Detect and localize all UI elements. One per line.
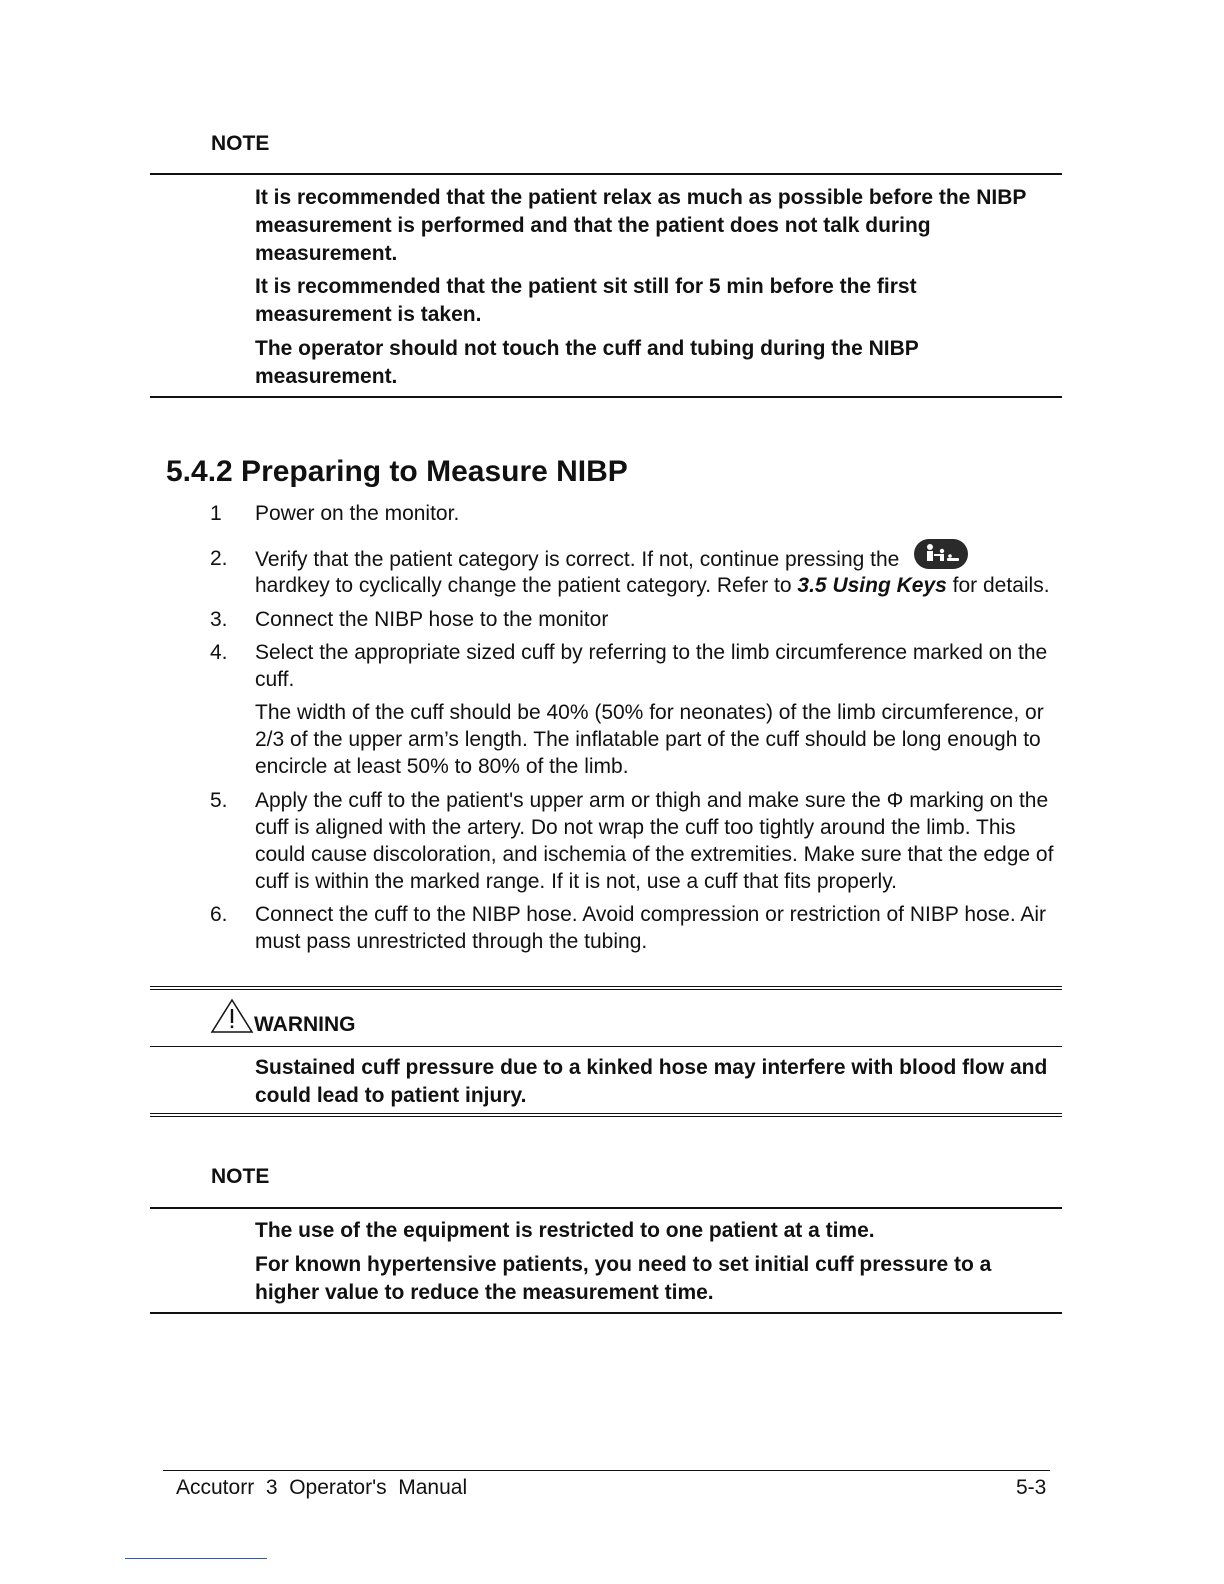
footer-title: Accutorr 3 Operator's Manual: [176, 1476, 468, 1499]
step-text: Select the appropriate sized cuff by referring to the limb circumference marked on the cuff.: [255, 641, 1048, 691]
note-item: For known hypertensive patients, you need to set initial cuff pressure to a higher value to reduce the measurement time.: [255, 1253, 992, 1304]
link-underline: [125, 1558, 267, 1559]
warning-divider: [150, 1046, 1062, 1047]
cross-reference-link[interactable]: 3.5 Using Keys: [797, 574, 947, 597]
footer-rule: [163, 1470, 1050, 1471]
step-number: 4.: [210, 641, 228, 664]
note-label: NOTE: [211, 1165, 270, 1188]
step-text: [255, 538, 1055, 599]
warning-bottom-rule: [150, 1116, 1062, 1117]
warning-triangle-icon: [210, 998, 254, 1039]
note-item: It is recommended that the patient sit still for 5 min before the first measurement is taken.: [255, 275, 917, 326]
note-top-rule: [150, 1207, 1062, 1209]
step-text-part: for details.: [946, 574, 1050, 597]
step-number: 6.: [210, 903, 228, 926]
note-item: The use of the equipment is restricted to one patient at a time.: [255, 1219, 875, 1242]
step-text-part: hardkey to cyclically change the patient category. Refer to: [255, 574, 792, 597]
note-top-rule: [150, 173, 1062, 175]
step-text: Power on the monitor.: [255, 502, 460, 525]
warning-top-rule: [150, 989, 1062, 990]
note-bottom-rule: [150, 396, 1062, 398]
warning-top-rule: [150, 986, 1062, 987]
note-bottom-rule: [150, 1312, 1062, 1314]
step-text: Connect the NIBP hose to the monitor: [255, 608, 609, 631]
step-text: Connect the cuff to the NIBP hose. Avoid compression or restriction of NIBP hose. Air must pass unrestricted through the tubing.: [255, 903, 1047, 953]
warning-bottom-rule: [150, 1113, 1062, 1114]
footer-page-number: 5-3: [1016, 1476, 1047, 1499]
step-text-part: Verify that the patient category is correct. If not, continue pressing the: [255, 548, 900, 571]
warning-text: Sustained cuff pressure due to a kinked hose may interfere with blood flow and could lead to patient injury.: [255, 1056, 1048, 1107]
step-text: Apply the cuff to the patient's upper arm or thigh and make sure the Φ marking on the cuff is aligned with the artery. Do not wrap the cuff too tightly around the limb. This could cause discoloration, and ischemia of the extremities. Make sure that the edge of cuff is within the marked range. If it is not, use a cuff that fits properly.: [255, 789, 1054, 893]
step-number: 1: [210, 502, 222, 525]
step-number: 5.: [210, 789, 228, 812]
note-item: The operator should not touch the cuff and tubing during the NIBP measurement.: [255, 337, 919, 388]
warning-label: WARNING: [254, 1013, 356, 1036]
step-number: 2.: [210, 547, 228, 570]
step-number: 3.: [210, 608, 228, 631]
note-label: NOTE: [211, 132, 270, 155]
section-heading: 5.4.2 Preparing to Measure NIBP: [166, 455, 628, 488]
note-item: It is recommended that the patient relax as much as possible before the NIBP measurement is performed and that the patient does not talk during measurement.: [255, 186, 1026, 265]
step-detail: The width of the cuff should be 40% (50% for neonates) of the limb circumference, or 2/3 of the upper arm’s length. The inflatable part of the cuff should be long enough to encircle at least 50% to 80% of the limb.: [255, 701, 1044, 778]
